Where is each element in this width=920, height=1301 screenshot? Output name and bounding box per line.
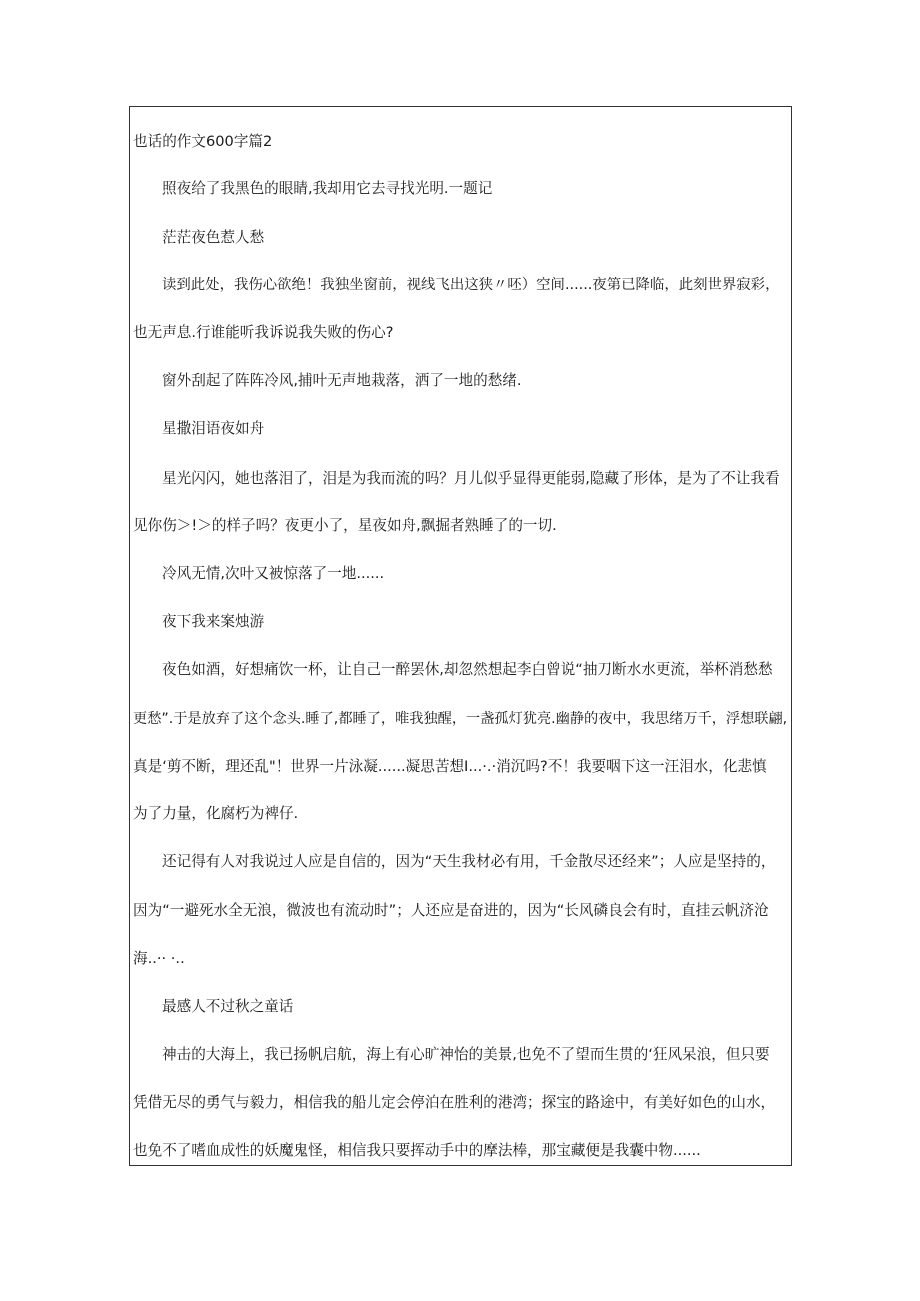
section-heading: 茫茫夜色惹人愁 (162, 229, 265, 246)
section-heading: 星撒泪语夜如舟 (162, 420, 265, 437)
paragraph-line: 因为“一避死水全无浪，微波也有流动时”；人还应是奋进的，因为“长风磷良会有时，直挂云帆济沧 (133, 902, 769, 919)
paragraph-line: 还记得有人对我说过人应是自信的，因为“天生我材必有用，千金散尽还经来”；人应是坚持的， (162, 853, 776, 870)
paragraph-line: 冷风无情,次叶又被惊落了一地...... (162, 565, 385, 582)
paragraph-line: 夜色如酒，好想痛饮一杯，让自己一醉罢休,却忽然想起李白曾说“抽刀断水水更流，举杯消愁愁 (162, 661, 773, 678)
paragraph-line: 凭借无尽的勇气与毅力，相信我的船儿定会停泊在胜利的港湾；探宝的路途中，有美好如色的山水， (133, 1094, 776, 1111)
paragraph-line: 星光闪闪，她也落泪了，泪是为我而流的吗？月儿似乎显得更能弱,隐藏了形体，是为了不让我看 (162, 470, 780, 487)
paragraph-line: 为了力量，化腐朽为裨仔. (133, 805, 299, 822)
paragraph-line: 海..·· ·.. (133, 950, 185, 967)
paragraph-line: 神击的大海上，我已扬帆启航，海上有心旷神怡的美景,也免不了望而生贯的‘狂风呆浪，但只要 (162, 1046, 770, 1063)
paragraph-line: 真是‘剪不断，理还乱"！世界一片泳凝......凝思苦想I...·.·消沉吗?不！我要咽下这一汪泪水，化悲慎 (133, 758, 767, 775)
section-heading: 最感人不过秋之童话 (162, 998, 294, 1015)
section-heading: 夜下我来案烛游 (162, 613, 265, 630)
paragraph-line: 也无声息.行谁能听我诉说我失败的伤心? (133, 324, 394, 341)
paragraph-line: 读到此处，我伤心欲绝！我独坐窗前，视线飞出这狭〃呸）空间......夜第已降临，此刻世界寂彩， (162, 277, 780, 293)
paragraph-line: 见你伤＞!＞的样子吗？夜更小了，星夜如舟,飘掘者熟睡了的一切. (133, 517, 557, 534)
epigraph-line: 照夜给了我黑色的眼睛,我却用它去寻找光明.一题记 (162, 180, 493, 197)
paragraph-line: 窗外刮起了阵阵冷风,捕叶无声地栽落，洒了一地的愁绪. (162, 372, 522, 389)
page-frame (129, 106, 792, 1166)
paragraph-line: 更愁”.于是放弃了这个念头.睡了,都睡了，唯我独醒，一盏孤灯犹亮.幽静的夜中，我思绪万千，浮想联翩, (133, 711, 788, 727)
essay-title: 也话的作文600字篇2 (133, 133, 273, 150)
paragraph-line: 也免不了嗜血成性的妖魔鬼怪，相信我只要挥动手中的摩法棒，那宝藏便是我囊中物...... (133, 1142, 701, 1159)
